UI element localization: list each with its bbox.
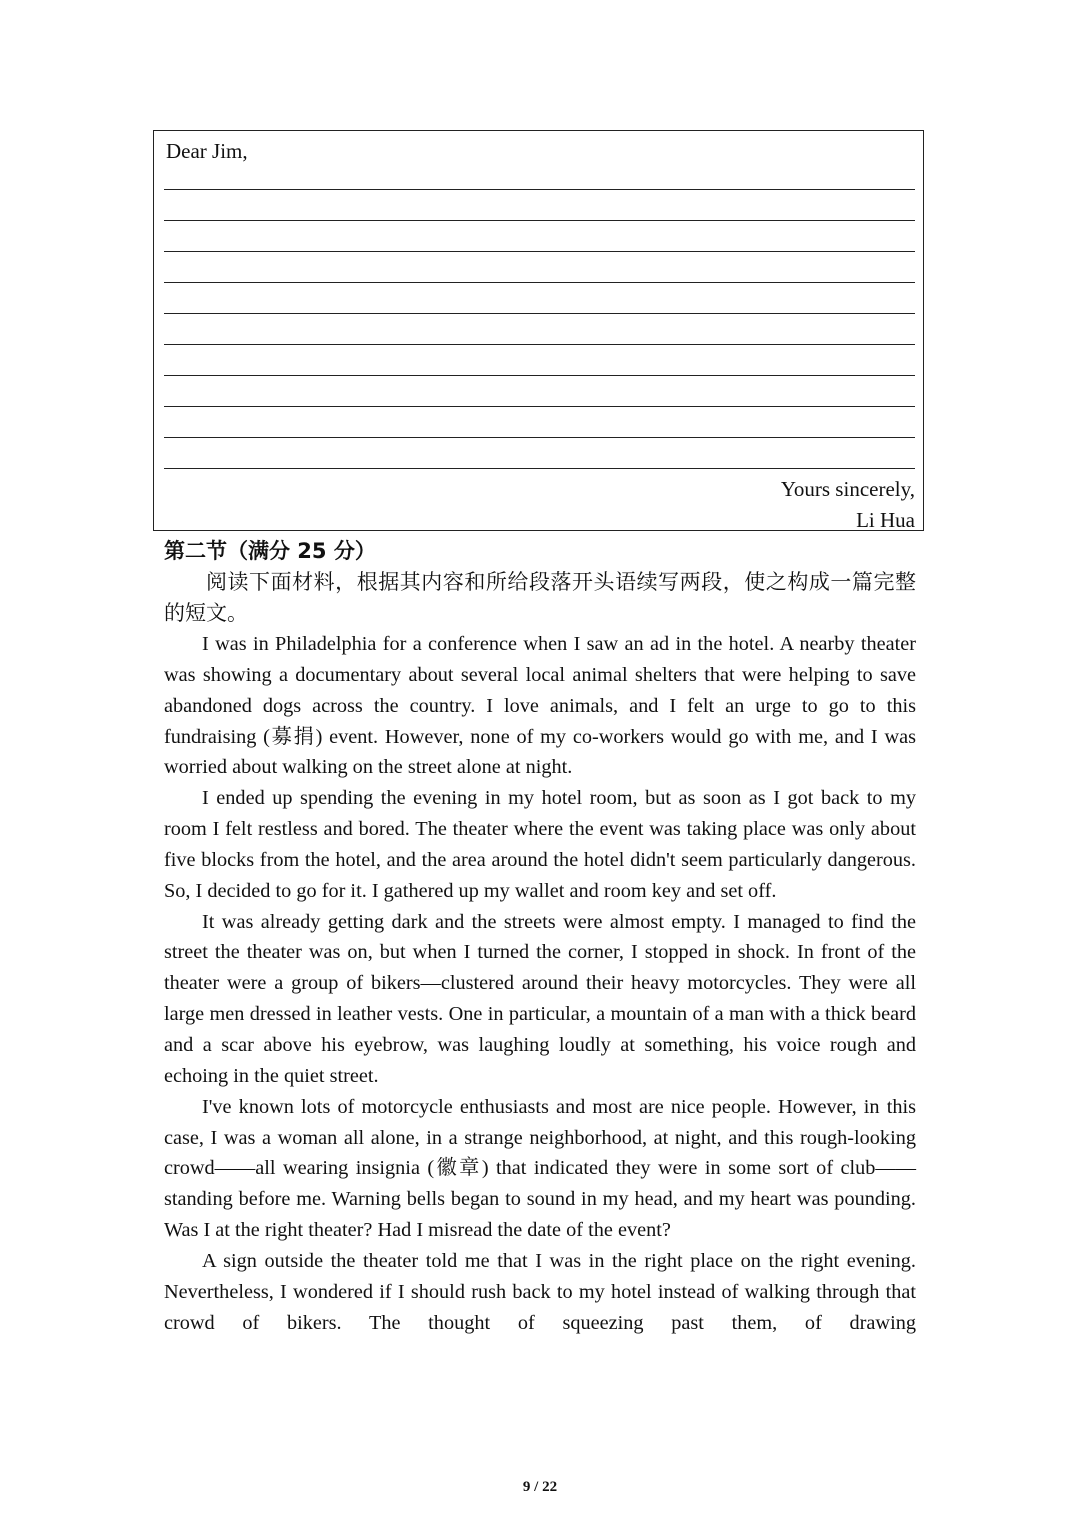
letter-salutation: Dear Jim, xyxy=(166,139,248,163)
section-title: 第二节（满分 25 分） xyxy=(164,539,376,563)
story-paragraph: A sign outside the theater told me that I was in the right place on the right evening. Nevertheless, I wondered if I should rush back to my hotel instead of walking through that crowd of bikers. The thought of squeezing past them, of drawing xyxy=(164,1249,916,1334)
letter-signature: Li Hua xyxy=(856,508,915,532)
story-paragraph: I've known lots of motorcycle enthusiasts and most are nice people. However, in this case, I was a woman all alone, in a strange neighborhood, at night, and this rough-looking crowd——all wearing insignia (徽章) that indicated they were in some sort of club——standing before me. Warning bells began to sound in my head, and my heart was pounding. Was I at the right theater? Had I misread the date of the event? xyxy=(164,1095,916,1242)
story-paragraph: I was in Philadelphia for a conference when I saw an ad in the hotel. A nearby theater was showing a documentary about several local animal shelters that were helping to save abandoned dogs across the country. I love animals, and I felt an urge to go to this fundraising (募捐) event. However, none of my co-workers would go with me, and I was worried about walking on the street alone at night. xyxy=(164,633,916,779)
blank-writing-line[interactable] xyxy=(164,251,915,252)
blank-writing-line[interactable] xyxy=(164,282,915,283)
section-instructions: 阅读下面材料，根据其内容和所给段落开头语续写两段，使之构成一篇完整的短文。 xyxy=(164,570,916,625)
story-paragraph: It was already getting dark and the streets were almost empty. I managed to find the street the theater was on, but when I turned the corner, I stopped in shock. In front of the theater were a group of bikers—clustered around their heavy motorcycles. They were all large men dressed in leather vests. One in particular, a mountain of a man with a thick beard and a scar above his eyebrow, was laughing loudly at something, his voice rough and echoing in the quiet street. xyxy=(164,910,916,1087)
page-number: 9 / 22 xyxy=(522,1479,558,1495)
story-paragraph: I ended up spending the evening in my hotel room, but as soon as I got back to my room I felt restless and bored. The theater where the event was taking place was only about five blocks from the hotel, and the area around the hotel didn't seem particularly dangerous. So, I decided to go for it. I gathered up my wallet and room key and set off. xyxy=(164,787,916,902)
blank-writing-line[interactable] xyxy=(164,344,915,345)
blank-writing-line[interactable] xyxy=(164,220,915,221)
blank-writing-line[interactable] xyxy=(164,437,915,438)
letter-writing-box xyxy=(153,130,924,531)
blank-writing-line[interactable] xyxy=(164,375,915,376)
blank-writing-line[interactable] xyxy=(164,406,915,407)
blank-writing-line[interactable] xyxy=(164,189,915,190)
blank-writing-line[interactable] xyxy=(164,468,915,469)
story-text xyxy=(164,629,916,1338)
letter-closing: Yours sincerely, xyxy=(780,477,915,501)
blank-writing-line[interactable] xyxy=(164,313,915,314)
